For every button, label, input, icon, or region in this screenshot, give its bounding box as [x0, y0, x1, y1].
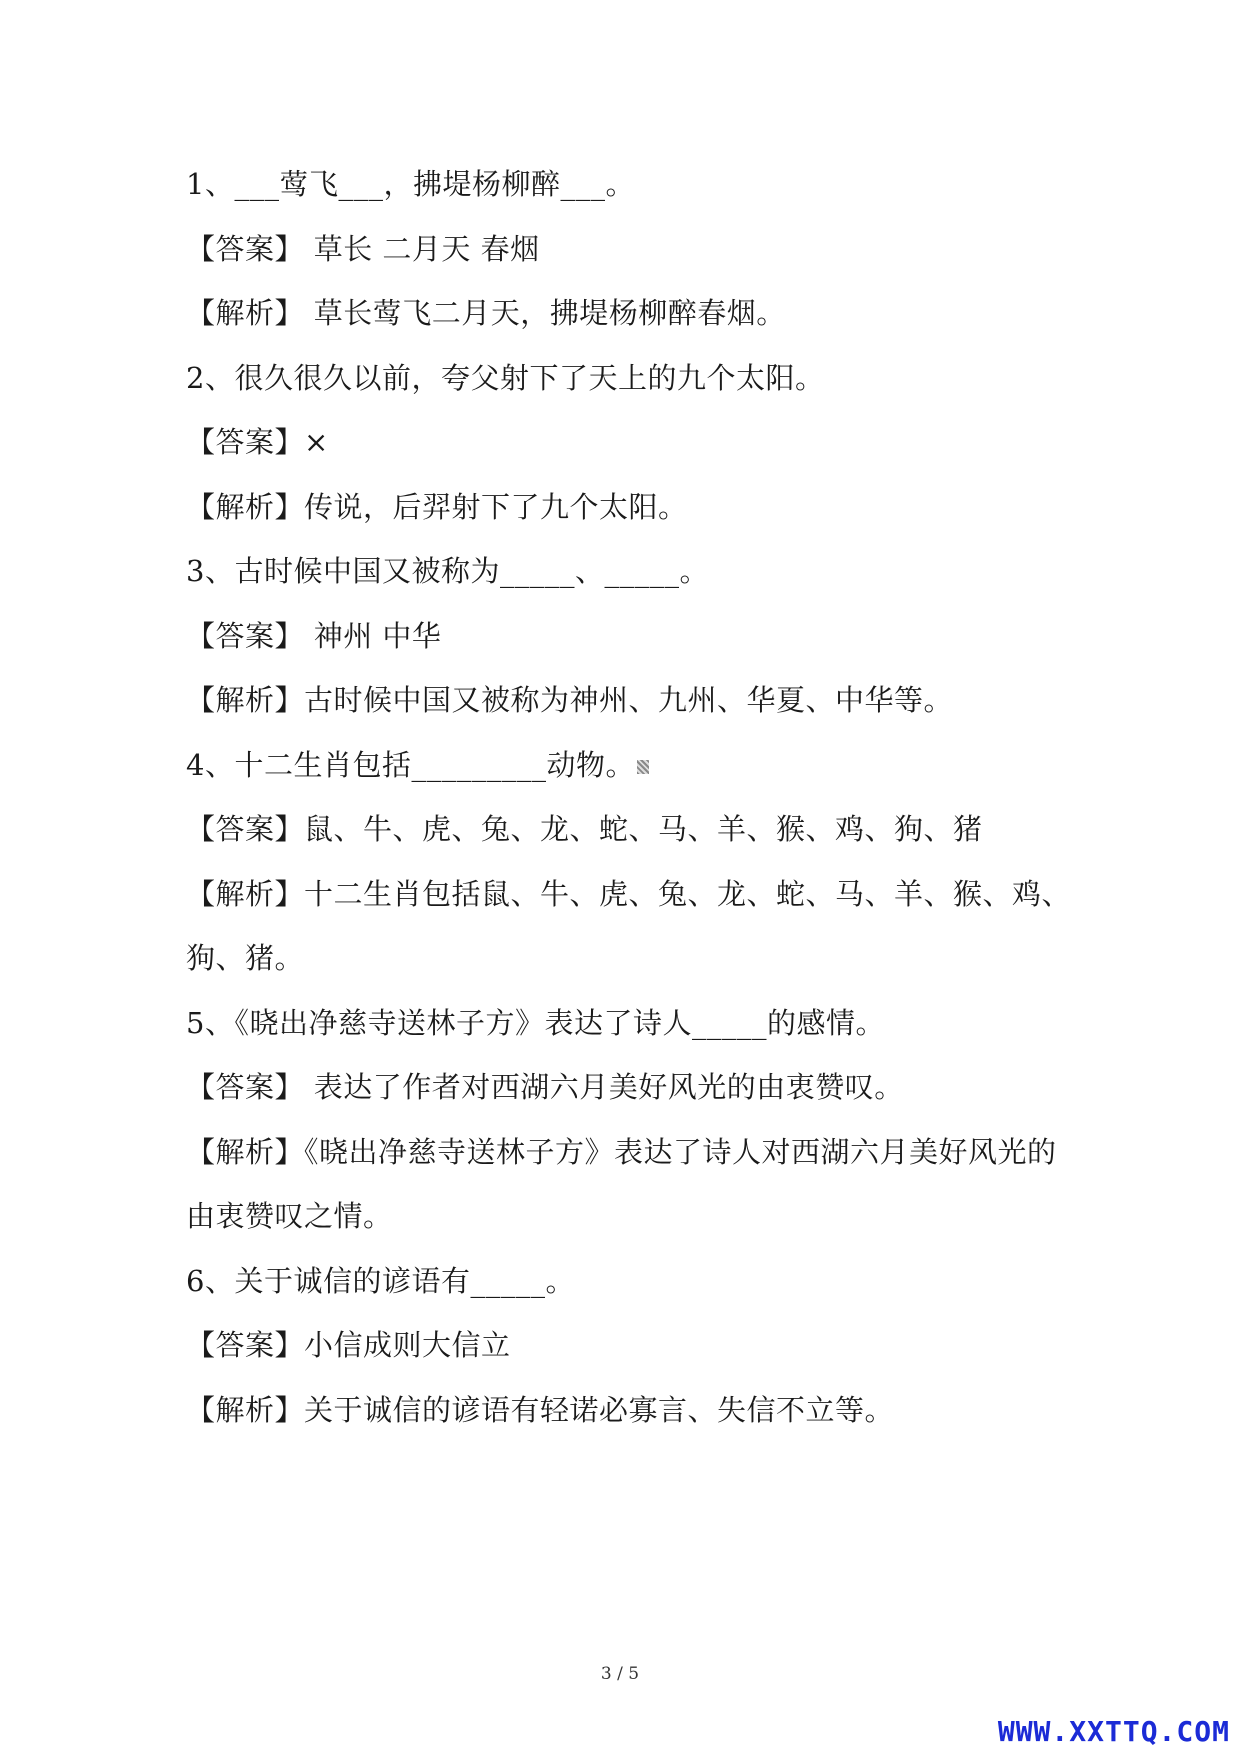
- analysis-4-line-2: 狗、猪。: [186, 941, 305, 975]
- qr-mark-icon: [637, 760, 649, 774]
- question-5: 5、《晓出净慈寺送林子方》表达了诗人_____的感情。: [186, 1005, 885, 1040]
- analysis-4-line-1: 【解析】十二生肖包括鼠、牛、虎、兔、龙、蛇、马、羊、猴、鸡、: [186, 876, 1072, 911]
- question-6: 6、关于诚信的谚语有_____。: [186, 1263, 575, 1298]
- analysis-6: 【解析】关于诚信的谚语有轻诺必寡言、失信不立等。: [186, 1392, 895, 1427]
- answer-3: 【答案】 神州 中华: [186, 618, 442, 653]
- analysis-2: 【解析】传说，后羿射下了九个太阳。: [186, 489, 688, 524]
- answer-6: 【答案】小信成则大信立: [186, 1328, 511, 1362]
- question-4: [186, 733, 1066, 798]
- question-4-text: 4、十二生肖包括_________动物。: [186, 747, 635, 782]
- document-body: [186, 152, 1072, 1442]
- page-number: 3 / 5: [600, 1664, 640, 1684]
- question-1: 1、___莺飞___，拂堤杨柳醉___。: [186, 167, 635, 201]
- analysis-1: 【解析】 草长莺飞二月天，拂堤杨柳醉春烟。: [186, 296, 786, 330]
- site-watermark: WWW.XXTTQ.COM: [997, 1715, 1230, 1748]
- analysis-5-line-1: 【解析】《晓出净慈寺送林子方》表达了诗人对西湖六月美好风光的: [186, 1134, 1057, 1169]
- question-3: 3、古时候中国又被称为_____、_____。: [186, 554, 709, 588]
- analysis-3: 【解析】古时候中国又被称为神州、九州、华夏、中华等。: [186, 683, 954, 717]
- answer-5: 【答案】 表达了作者对西湖六月美好风光的由衷赞叹。: [186, 1070, 904, 1104]
- question-2: 2、很久很久以前，夸父射下了天上的九个太阳。: [186, 360, 825, 395]
- answer-2: 【答案】×: [186, 425, 329, 459]
- answer-4: 【答案】鼠、牛、虎、兔、龙、蛇、马、羊、猴、鸡、狗、猪: [186, 812, 983, 846]
- answer-1: 【答案】 草长 二月天 春烟: [186, 231, 540, 266]
- analysis-5-line-2: 由衷赞叹之情。: [186, 1199, 393, 1233]
